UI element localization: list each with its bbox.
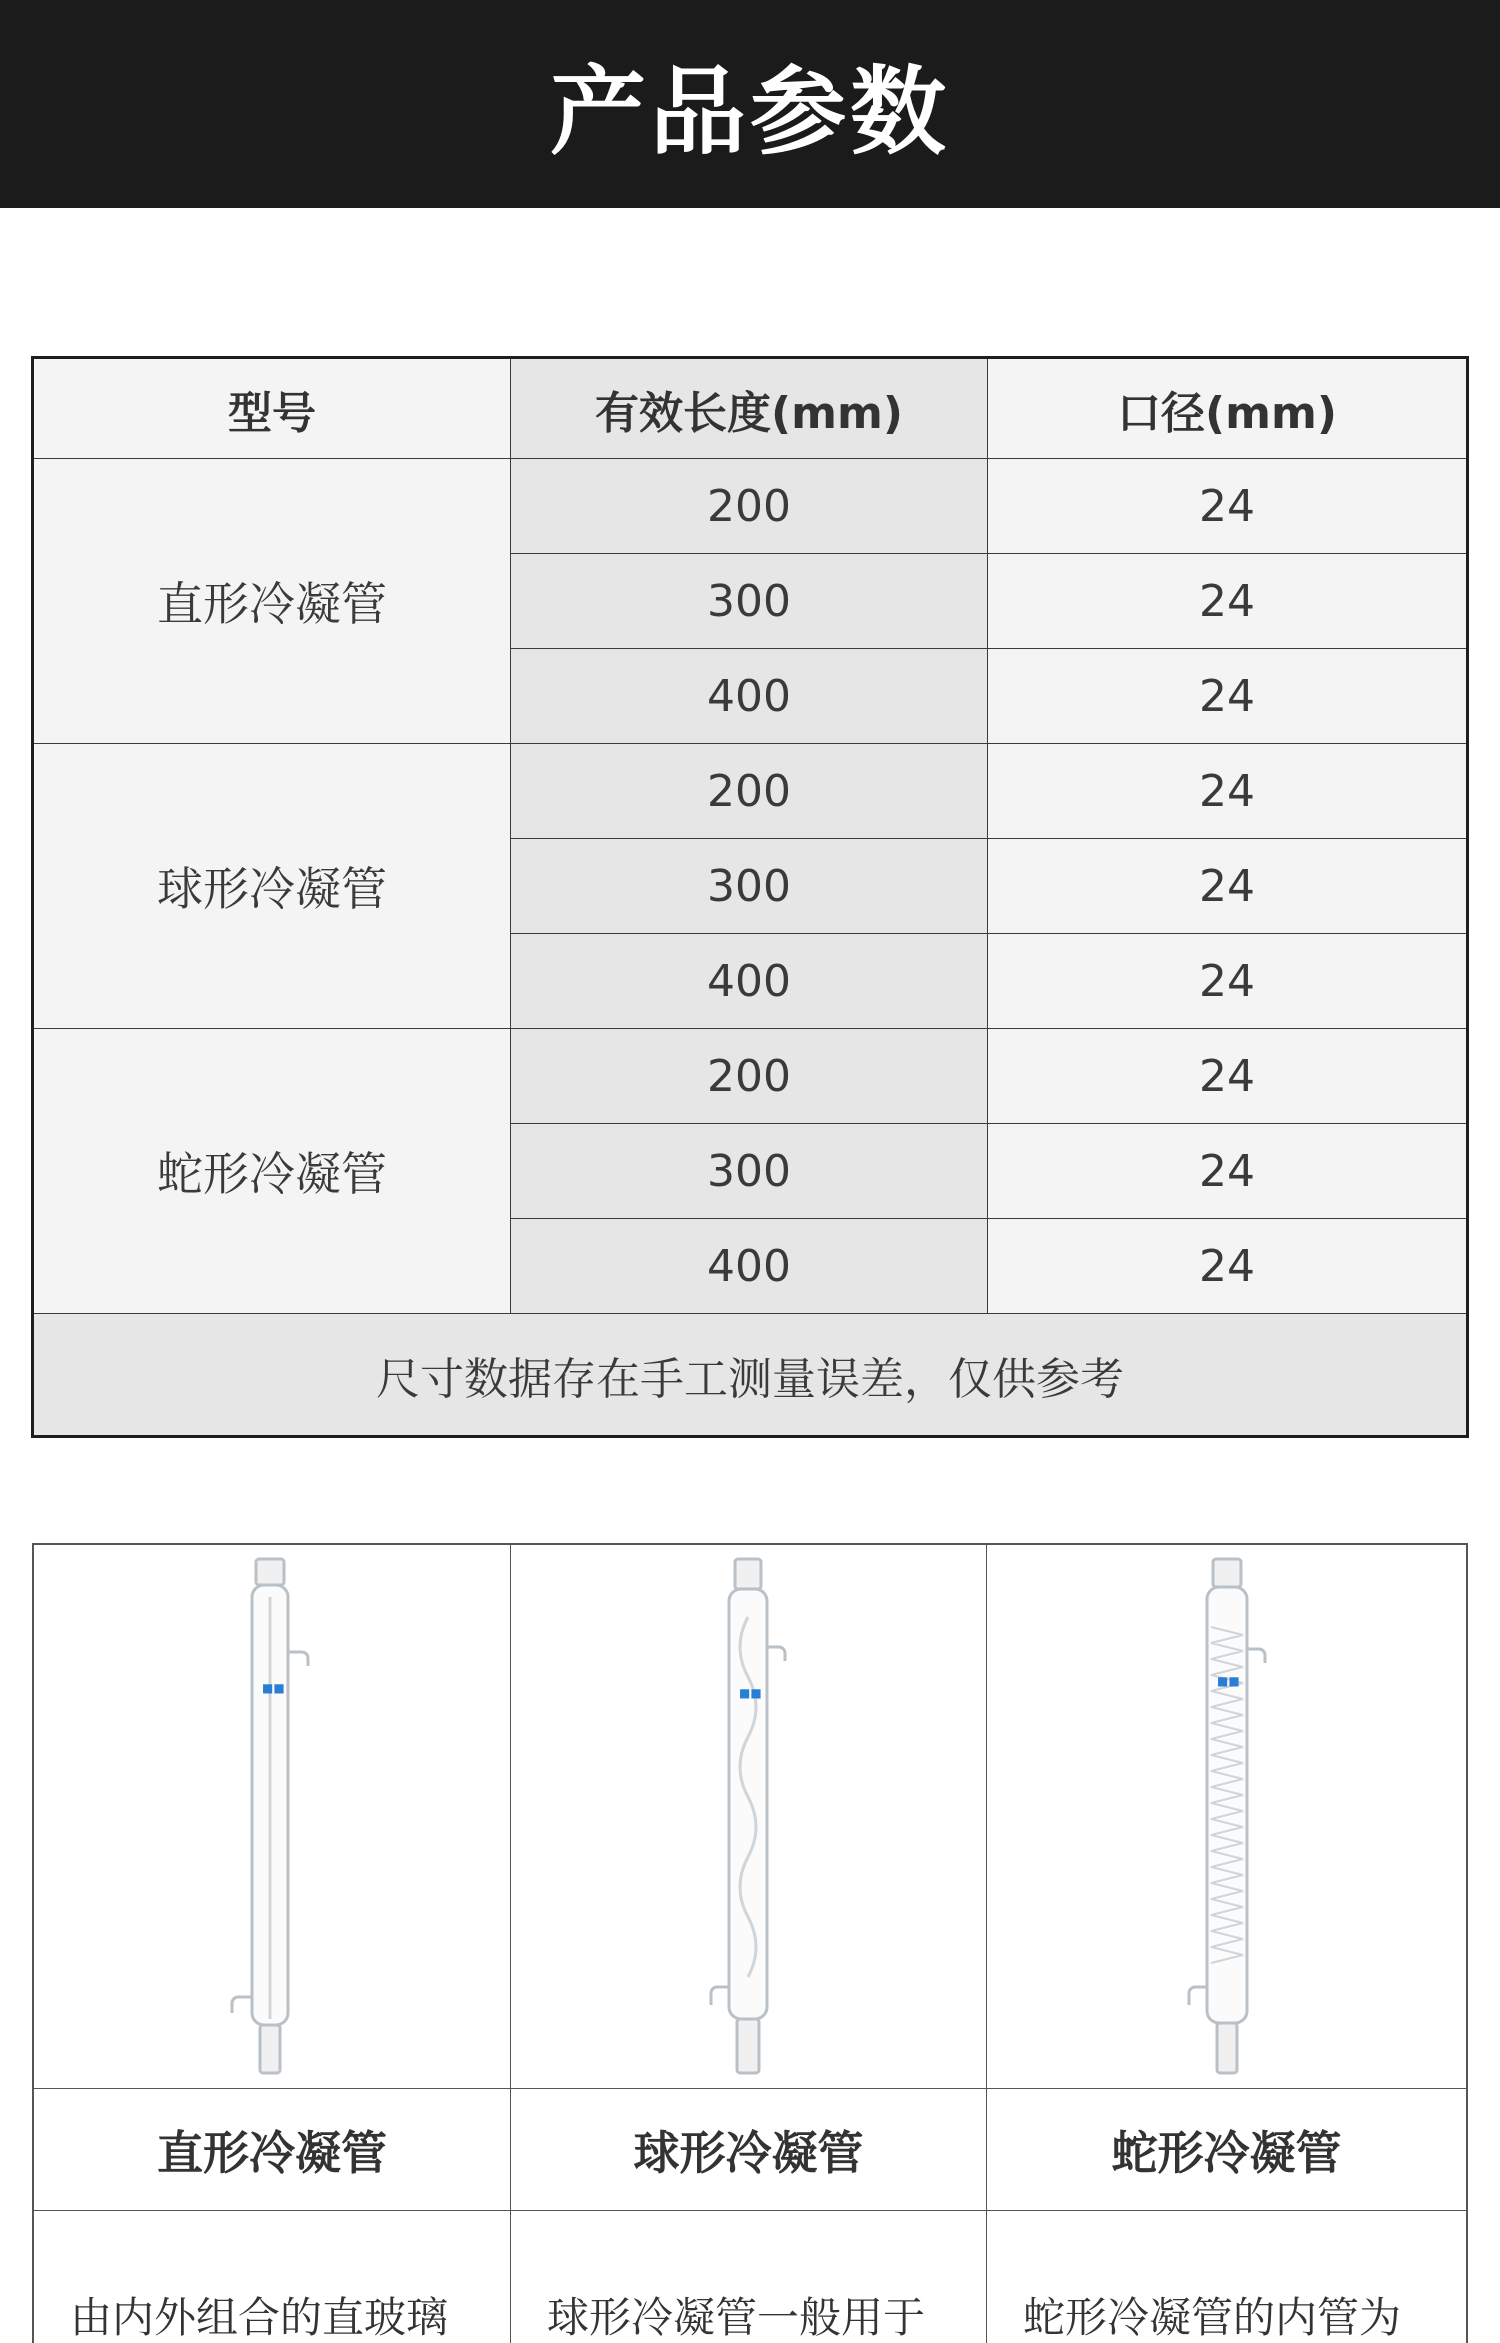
bulb-condenser-image [511, 1545, 987, 2089]
diameter-cell: 24 [988, 934, 1466, 1029]
header-model: 型号 [34, 359, 511, 459]
type-cell: 直形冷凝管 [34, 459, 511, 744]
diameter-cell: 24 [988, 744, 1466, 839]
svg-text:■■: ■■ [1216, 1673, 1240, 1688]
coil-condenser-icon [1167, 1557, 1287, 2077]
length-cell: 300 [511, 1124, 988, 1219]
header-length: 有效长度(mm) [511, 359, 988, 459]
product-comparison [32, 1543, 1468, 2343]
length-cell: 200 [511, 744, 988, 839]
length-cell: 400 [511, 1219, 988, 1314]
svg-text:■■: ■■ [262, 1680, 285, 1695]
length-cell: 200 [511, 459, 988, 554]
bulb-condenser-icon [689, 1557, 809, 2077]
product-description: 由内外组合的直玻璃 [34, 2211, 511, 2343]
length-cell: 400 [511, 934, 988, 1029]
type-cell: 蛇形冷凝管 [34, 1029, 511, 1314]
product-name: 球形冷凝管 [511, 2089, 987, 2211]
length-cell: 400 [511, 649, 988, 744]
page-title: 产品参数 [550, 55, 950, 168]
page-header [0, 0, 1500, 208]
length-cell: 300 [511, 554, 988, 649]
diameter-cell: 24 [988, 1124, 1466, 1219]
spec-table [31, 356, 1469, 1438]
product-name: 直形冷凝管 [34, 2089, 511, 2211]
length-cell: 300 [511, 839, 988, 934]
straight-condenser-icon [212, 1557, 332, 2077]
type-cell: 球形冷凝管 [34, 744, 511, 1029]
length-cell: 200 [511, 1029, 988, 1124]
product-description: 蛇形冷凝管的内管为 [987, 2211, 1466, 2343]
diameter-cell: 24 [988, 554, 1466, 649]
diameter-cell: 24 [988, 649, 1466, 744]
diameter-cell: 24 [988, 459, 1466, 554]
header-diameter: 口径(mm) [988, 359, 1466, 459]
straight-condenser-image [34, 1545, 511, 2089]
diameter-cell: 24 [988, 839, 1466, 934]
coil-condenser-image [987, 1545, 1466, 2089]
measurement-note: 尺寸数据存在手工测量误差，仅供参考 [34, 1314, 1466, 1435]
diameter-cell: 24 [988, 1029, 1466, 1124]
svg-text:■■: ■■ [738, 1685, 762, 1700]
product-description: 球形冷凝管一般用于 [511, 2211, 987, 2343]
diameter-cell: 24 [988, 1219, 1466, 1314]
product-name: 蛇形冷凝管 [987, 2089, 1466, 2211]
